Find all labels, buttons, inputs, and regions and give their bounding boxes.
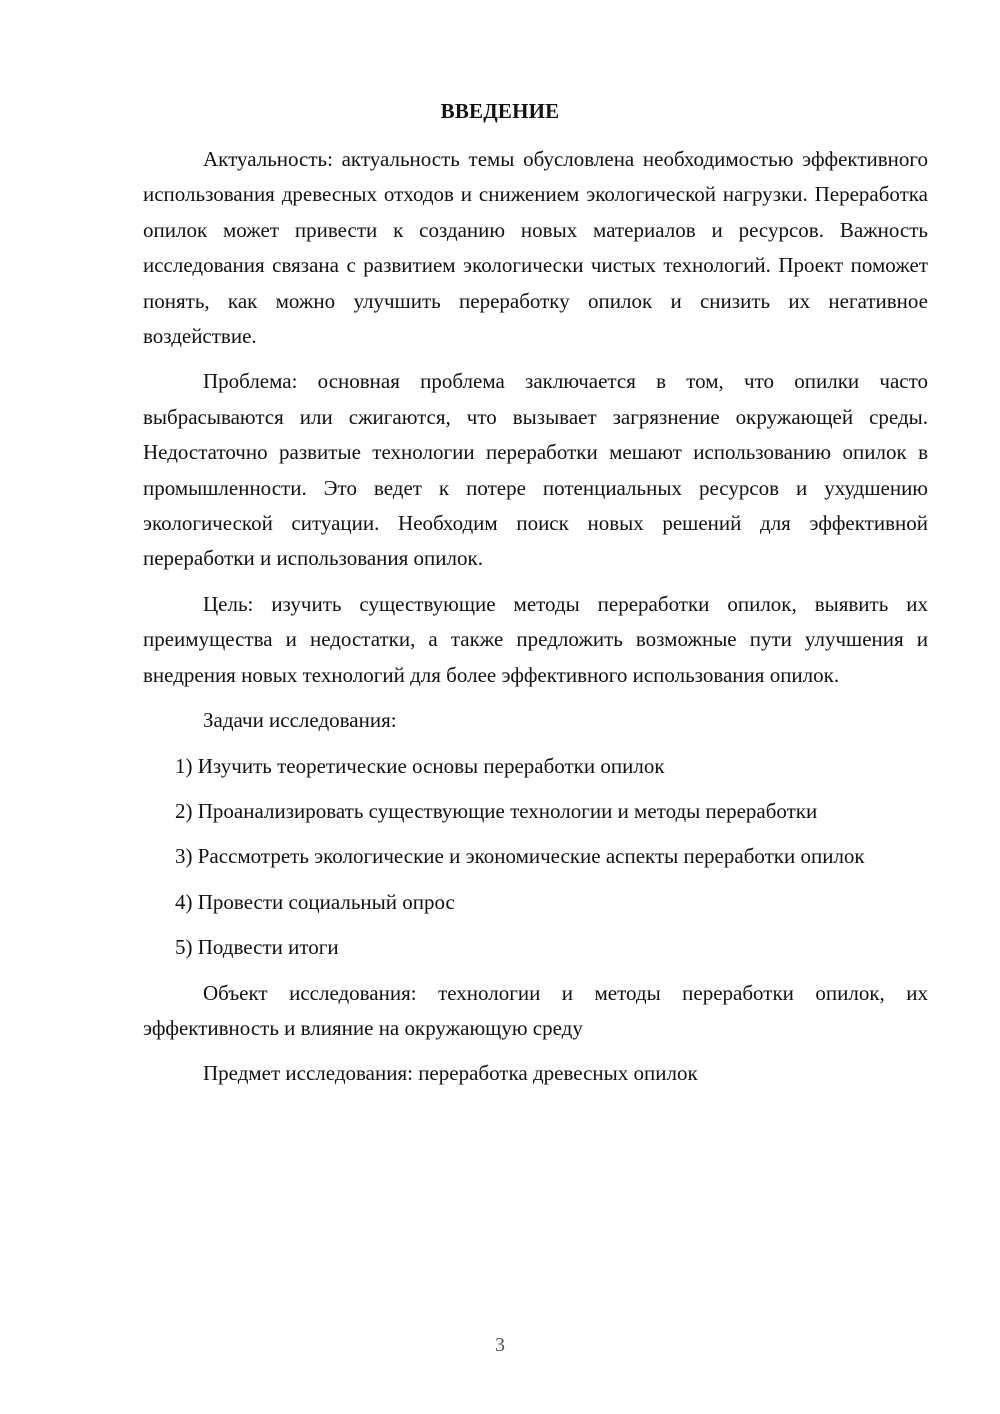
list-item-task-2: 2) Проанализировать существующие технологии и методы переработки [175, 798, 818, 823]
list-item-task-5: 5) Подвести итоги [175, 935, 339, 960]
paragraph-object: Объект исследования: технологии и методы переработки опилок, их эффективность и влияние на окружающую среду [143, 980, 928, 1040]
tasks-heading: Задачи исследования: [203, 708, 397, 733]
list-item-task-3: 3) Рассмотреть экологические и экономические аспекты переработки опилок [175, 844, 865, 869]
list-item-task-1: 1) Изучить теоретические основы переработки опилок [175, 753, 665, 778]
paragraph-goal: Цель: изучить существующие методы переработки опилок, выявить их преимущества и недостатки, а также предложить возможные пути улучшения и внедрения новых технологий для более эффективного использования опилок. [143, 591, 928, 687]
list-item-task-4: 4) Провести социальный опрос [175, 889, 455, 914]
document-body [143, 142, 928, 1102]
page-number: 3 [495, 1334, 505, 1356]
page-title: ВВЕДЕНИЕ [440, 99, 560, 123]
paragraph-relevance: Актуальность: актуальность темы обусловлена необходимостью эффективного использования древесных отходов и снижением экологической нагрузки. Переработка опилок может привести к созданию новых материалов и ресурсов. Важность исследования связана с развитием экологически чистых технологий. Проект поможет понять, как можно улучшить переработку опилок и снизить их негативное воздействие. [143, 147, 928, 349]
paragraph-problem: Проблема: основная проблема заключается в том, что опилки часто выбрасываются или сжигаются, что вызывает загрязнение окружающей среды. Недостаточно развитые технологии переработки мешают использованию опилок в промышленности. Это ведет к потере потенциальных ресурсов и ухудшению экологической ситуации. Необходим поиск новых решений для эффективной переработки и использования опилок. [143, 369, 928, 571]
paragraph-subject: Предмет исследования: переработка древесных опилок [203, 1061, 698, 1086]
